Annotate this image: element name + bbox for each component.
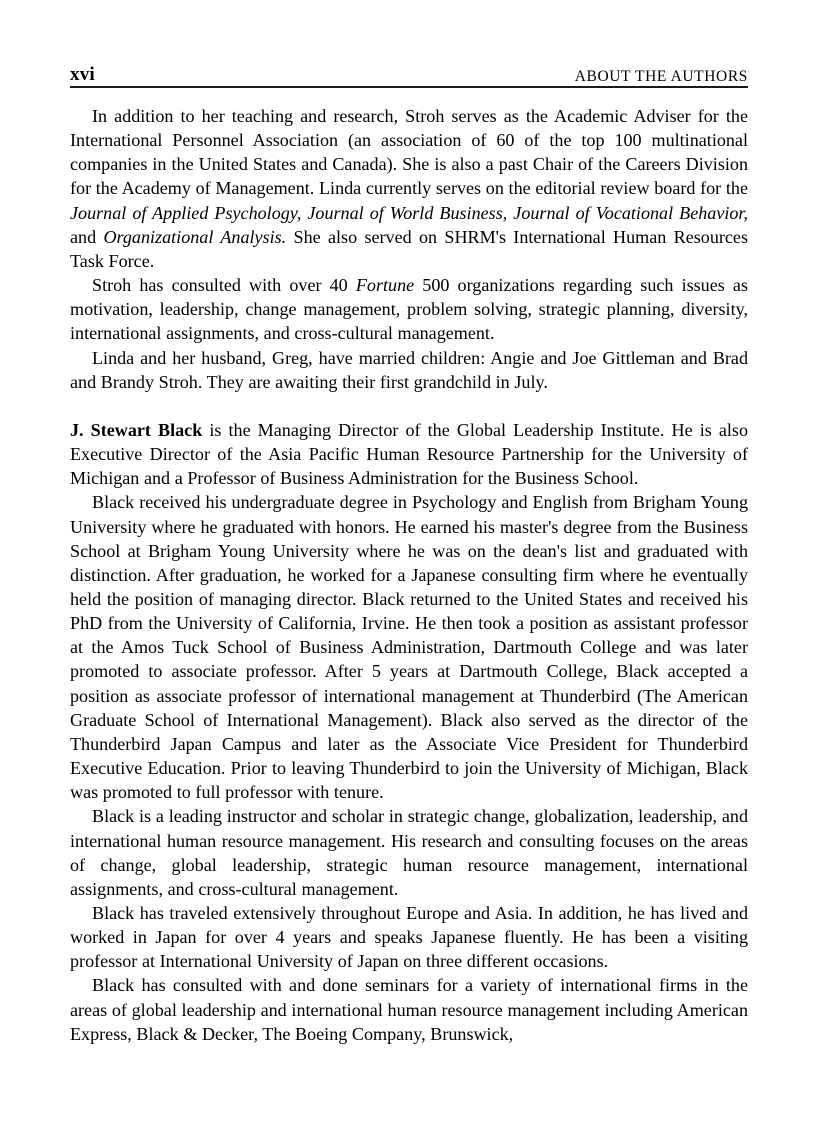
running-head-title: ABOUT THE AUTHORS xyxy=(574,67,748,85)
text-run: Black has traveled extensively throughout Europe and Asia. In addition, he has lived and worked in Japan for over 4 years and speaks Japanese fluently. He has been a visiting professor at International University of Japan on three different occasions. xyxy=(70,903,748,972)
text-run: Stroh has consulted with over 40 xyxy=(92,275,356,296)
text-run: In addition to her teaching and research, Stroh serves as the Academic Adviser for the International Personnel Association (an association of 60 of the top 100 multinational companies in the United States and Canada). She is also a past Chair of the Careers Division for the Academy of Management. Linda currently serves on the editorial review board for the xyxy=(70,106,748,199)
body-text xyxy=(70,104,748,1046)
book-page xyxy=(70,0,748,1123)
text-run: She also served on SHRM's International Human Resources Task Force. xyxy=(70,226,748,271)
text-run: Black received his undergraduate degree in Psychology and English from Brigham Young University where he graduated with honors. He earned his master's degree from the Business School at Brigham Young University where he was on the dean's list and graduated with distinction. After graduation, he worked for a Japanese consulting firm where he eventually held the position of managing director. Black returned to the United States and received his PhD from the University of California, Irvine. He then took a position as assistant professor at the Amos Tuck School of Business Administration, Dartmouth College and was later promoted to associate professor. After 5 years at Dartmouth College, Black accepted a position as associate professor of international management at Thunderbird (The American Graduate School of International Management). Black also served as the director of the Thunderbird Japan Campus and later as the Associate Vice President for Thunderbird Executive Education. Prior to leaving Thunderbird to join the University of Michigan, Black was promoted to full professor with tenure. xyxy=(70,492,748,803)
header-rule xyxy=(70,86,748,88)
page-number: xvi xyxy=(70,64,95,85)
paragraph-black-p4 xyxy=(70,901,748,973)
paragraph-black-p1 xyxy=(70,418,748,490)
text-run: is the Managing Director of the Global Leadership Institute. He is also Executive Director of the Asia Pacific Human Resource Partnership for the University of Michigan and a Professor of Business Administration for the Business School. xyxy=(70,419,748,489)
paragraph-stroh-p2 xyxy=(70,273,748,345)
bold-run: J. Stewart Black xyxy=(70,419,203,440)
paragraph-black-p2 xyxy=(70,490,748,804)
paragraph-stroh-p1 xyxy=(70,104,748,273)
text-run: Black has consulted with and done seminars for a variety of international firms in the areas of global leadership and international human resource management including American Express, Black & Decker, The Boeing Company, Brunswick, xyxy=(70,975,748,1044)
paragraph-black-p5 xyxy=(70,973,748,1045)
running-head xyxy=(70,58,748,88)
text-run: 500 organizations regarding such issues as motivation, leadership, change management, problem solving, strategic planning, diversity, international assignments, and cross-cultural management. xyxy=(70,275,749,344)
italic-run: Organizational Analysis. xyxy=(103,226,287,247)
paragraph-black-p3 xyxy=(70,804,748,901)
text-run: and xyxy=(70,226,104,247)
text-run: Linda and her husband, Greg, have married children: Angie and Joe Gittleman and Brad and Brandy Stroh. They are awaiting their first grandchild in July. xyxy=(70,347,748,392)
italic-run: Journal of Applied Psychology, Journal of World Business, Journal of Vocational Behavior, xyxy=(70,202,748,223)
italic-run: Fortune xyxy=(355,275,415,296)
text-run: Black is a leading instructor and scholar in strategic change, globalization, leadership, and international human resource management. His research and consulting focuses on the areas of change, global leadership, strategic human resource management, international assignments, and cross-cultural management. xyxy=(70,806,748,899)
paragraph-stroh-p3 xyxy=(70,346,748,394)
